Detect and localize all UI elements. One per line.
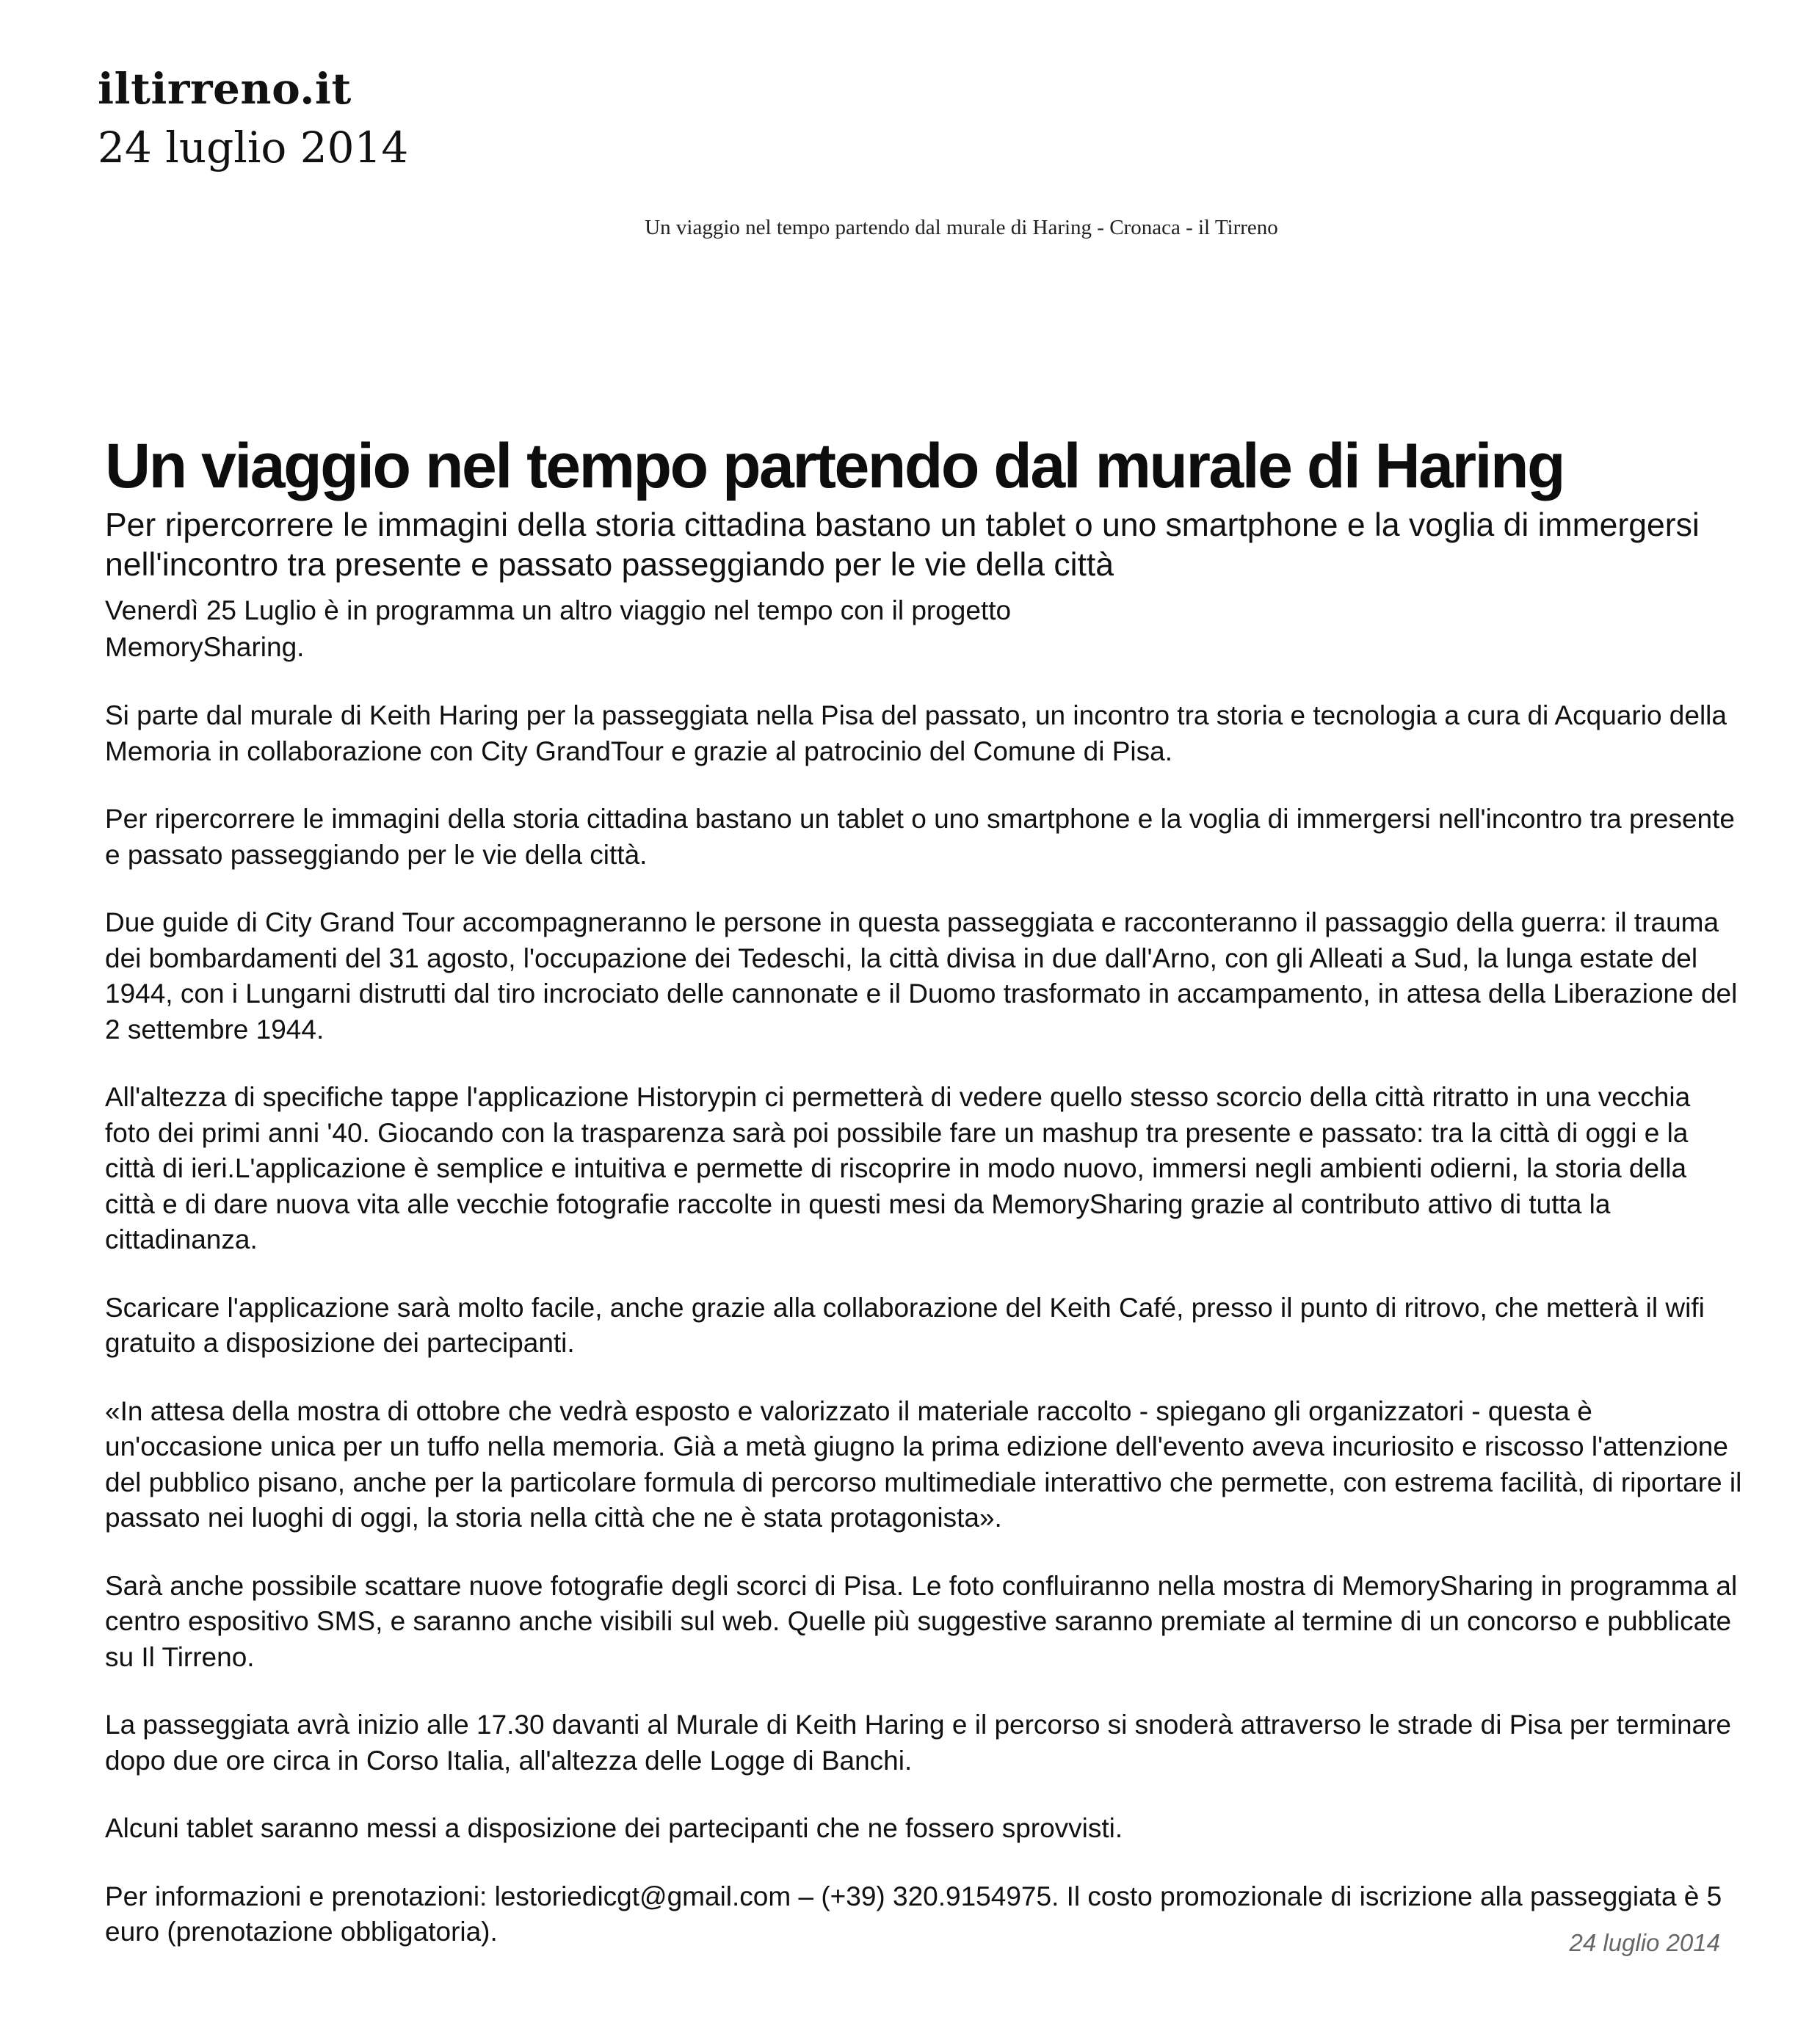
page-header-title: Un viaggio nel tempo partendo dal murale di Haring - Cronaca - il Tirreno: [645, 216, 1278, 239]
article-paragraph-8: La passeggiata avrà inizio alle 17.30 davanti al Murale di Keith Haring e il percorso si snoderà attraverso le strade di Pisa per terminare dopo due ore circa in Corso Italia, all'altezza delle Logge di Banchi.: [105, 1710, 1732, 1776]
article-paragraph-2: Per ripercorrere le immagini della storia cittadina bastano un tablet o uno smartphone e la voglia di immergersi nell'incontro tra presente e passato passeggiando per le vie della città.: [105, 804, 1735, 870]
article-paragraph-9: Alcuni tablet saranno messi a disposizione dei partecipanti che ne fossero sprovvisti.: [105, 1813, 1123, 1843]
article-headline: Un viaggio nel tempo partendo dal murale di Haring: [105, 431, 1565, 501]
article-paragraph-1: Si parte dal murale di Keith Haring per la passeggiata nella Pisa del passato, un incontro tra storia e tecnologia a cura di Acquario della Memoria in collaborazione con City GrandTour e grazie al patrocinio del Comune di Pisa.: [105, 700, 1727, 766]
publication-date: 24 luglio 2014: [98, 123, 409, 172]
article-paragraph-5: Scaricare l'applicazione sarà molto facile, anche grazie alla collaborazione del Keith Café, presso il punto di ritrovo, che metterà il wifi gratuito a disposizione dei partecipanti.: [105, 1292, 1705, 1358]
article-subheadline: Per ripercorrere le immagini della storia cittadina bastano un tablet o uno smartphone e la voglia di immergersi nell'incontro tra presente e passato passeggiando per le vie della città: [105, 507, 1700, 583]
site-name: iltirreno.it: [98, 64, 352, 114]
article-paragraph-4: All'altezza di specifiche tappe l'applicazione Historypin ci permetterà di vedere quello stesso scorcio della città ritratto in una vecchia foto dei primi anni '40. Giocando con la trasparenza sarà poi possibile fare un mashup tra presente e passato: tra la città di oggi e la città di ieri.L'applicazione è semplice e intuitiva e permette di riscoprire in modo nuovo, immersi negli ambienti odierni, la storia della città e di dare nuova vita alle vecchie fotografie raccolte in questi mesi da MemorySharing grazie al contributo attivo di tutta la cittadinanza.: [105, 1082, 1691, 1254]
article-paragraph-6: «In attesa della mostra di ottobre che vedrà esposto e valorizzato il materiale raccolto - spiegano gli organizzatori - questa è un'occasione unica per un tuffo nella memoria. Già a metà giugno la prima edizione dell'evento aveva incuriosito e riscosso l'attenzione del pubblico pisano, anche per la particolare formula di percorso multimediale interattivo che permette, con estrema facilità, di riportare il passato nei luoghi di oggi, la storia nella città che ne è stata protagonista».: [105, 1395, 1742, 1533]
article-intro: Venerdì 25 Luglio è in programma un altro viaggio nel tempo con il progetto MemorySharing.: [105, 595, 1012, 662]
article-paragraph-3: Due guide di City Grand Tour accompagneranno le persone in questa passeggiata e racconteranno il passaggio della guerra: il trauma dei bombardamenti del 31 agosto, l'occupazione dei Tedeschi, la città divisa in due dall'Arno, con gli Alleati a Sud, la lunga estate del 1944, con i Lungarni distrutti dal tiro incrociato delle cannonate e il Duomo trasformato in accampamento, in attesa della Liberazione del 2 settembre 1944.: [105, 907, 1738, 1045]
masthead: [98, 60, 408, 178]
article-paragraph-10: Per informazioni e prenotazioni: lestoriedicgt@gmail.com – (+39) 320.9154975. Il costo promozionale di iscrizione alla passeggiata è 5 euro (prenotazione obbligatoria).: [105, 1881, 1722, 1947]
footer-date: 24 luglio 2014: [1569, 1929, 1720, 1956]
article: [105, 429, 1742, 1950]
article-paragraph-7: Sarà anche possibile scattare nuove fotografie degli scorci di Pisa. Le foto confluiranno nella mostra di MemorySharing in programma al centro espositivo SMS, e saranno anche visibili sul web. Quelle più suggestive saranno premiate al termine di un concorso e pubblicate su Il Tirreno.: [105, 1570, 1738, 1672]
